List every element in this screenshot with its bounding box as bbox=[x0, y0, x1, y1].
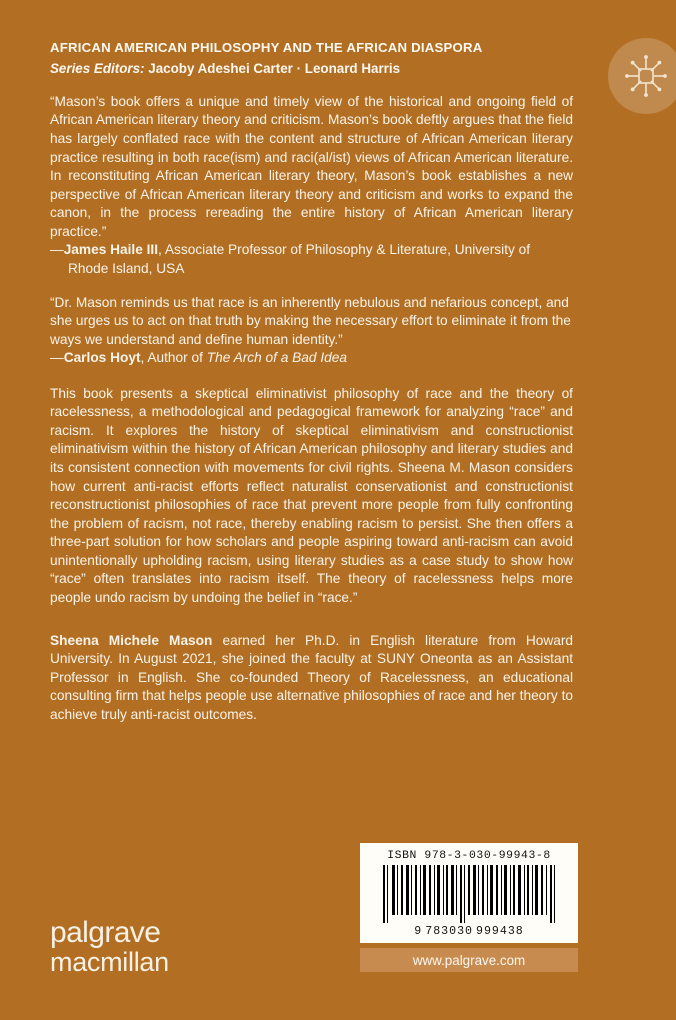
review-quote-2: “Dr. Mason reminds us that race is an inherently nebulous and nefarious concept, and she urges us to act on that truth by making the necessary effort to eliminate it from the ways we understand and define human identity.” bbox=[50, 294, 571, 347]
book-description: This book presents a skeptical eliminativist philosophy of race and the theory of racelessness, a methodological and pedagogical framework for analyzing “race” and racism. It explores the history of skeptical eliminativism and constructionist eliminativism within the history of African American philosophy and literary studies and its consistent connection with movements for civil rights. Sheena M. Mason considers how current anti-racist efforts reflect naturalist conservationist and constructionist reconstructionist philosophies of race that prevent more people from fully confronting the problem of racism, not race, thereby enabling racism to persist. She then offers a three-part solution for how scholars and people aspiring toward anti-racism can avoid unintentionally upholding racism, using literary studies as a case study to show how “race” often translates into racism itself. The theory of racelessness helps more people undo racism by undoing the belief in “race.” bbox=[50, 385, 573, 605]
attribution-name-2: Carlos Hoyt bbox=[63, 350, 141, 366]
series-editors bbox=[50, 60, 573, 77]
series-editors-names: Jacoby Adeshei Carter · Leonard Harris bbox=[148, 60, 401, 76]
ean-digit-group-3: 999438 bbox=[475, 925, 524, 938]
publisher-website-band[interactable] bbox=[360, 948, 578, 972]
attribution-rest-1: , Associate Professor of Philosophy & Literature, University of Rhode Island, USA bbox=[68, 242, 531, 276]
ean-digit-group-1: 9 bbox=[414, 925, 423, 938]
barcode-block bbox=[360, 843, 578, 943]
ean-digits bbox=[370, 925, 568, 938]
attribution-book-title-2: The Arch of a Bad Idea bbox=[206, 350, 347, 366]
publisher-logo bbox=[50, 918, 169, 976]
cover-content bbox=[50, 40, 573, 724]
publisher-website: www.palgrave.com bbox=[412, 952, 526, 968]
review-quote-1: “Mason’s book offers a unique and timely view of the historical and ongoing field of African American literary theory and criticism. Mason’s book deftly argues that the field has largely conflated race with the content and structure of African American literary practice resulting in both race(ism) and raci(al/ist) views of African American literature. In reconstituting African American literary theory, Mason’s book establishes a new perspective of African American literary theory and criticism and works to expand the canon, in the process rereading the entire history of African American literary practice.” bbox=[50, 93, 573, 239]
isbn-text: ISBN 978-3-030-99943-8 bbox=[387, 850, 551, 862]
attribution-rest-2: , Author of bbox=[140, 350, 207, 366]
attribution-dash-2: — bbox=[50, 350, 64, 366]
review-attribution-2 bbox=[50, 349, 573, 368]
series-title: AFRICAN AMERICAN PHILOSOPHY AND THE AFRICAN DIASPORA bbox=[50, 40, 483, 55]
ean-digit-group-2: 783030 bbox=[425, 925, 473, 938]
barcode-bars-icon bbox=[370, 865, 568, 924]
author-name: Sheena Michele Mason bbox=[50, 632, 213, 648]
publisher-logo-line1: palgrave bbox=[50, 916, 161, 949]
palgrave-colophon-icon bbox=[608, 38, 676, 114]
author-bio-text: earned her Ph.D. in English literature from Howard University. In August 2021, she joined the faculty at SUNY Oneonta as an Assistant Professor in English. She co-founded Theory of Racelessness, an educational consulting firm that helps people use alternative philosophies of race and her theory to achieve truly anti-racist outcomes. bbox=[50, 632, 573, 722]
series-editors-label: Series Editors: bbox=[50, 60, 145, 76]
review-attribution-1 bbox=[50, 241, 573, 278]
author-bio bbox=[50, 632, 573, 725]
publisher-logo-line2: macmillan bbox=[50, 946, 169, 977]
attribution-dash-1: — bbox=[50, 242, 64, 258]
attribution-name-1: James Haile III bbox=[63, 242, 159, 258]
